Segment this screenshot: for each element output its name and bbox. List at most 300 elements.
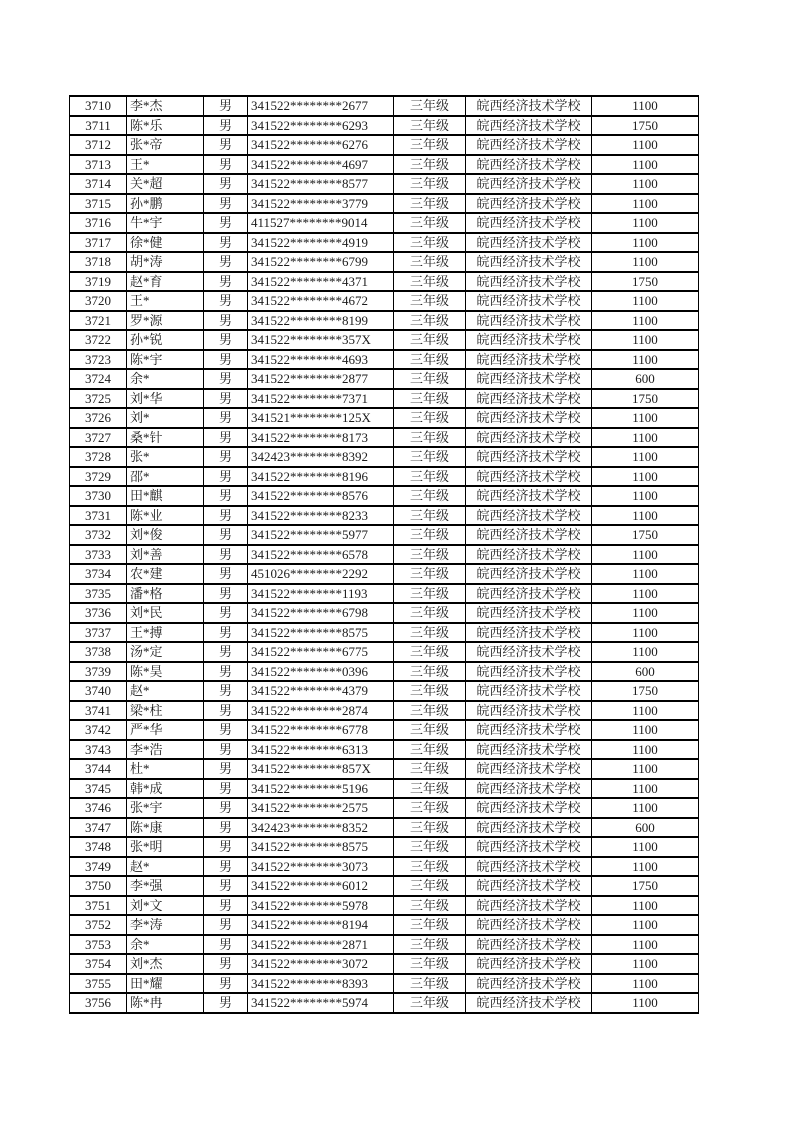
cell-number: 3712 — [70, 135, 127, 155]
cell-grade: 三年级 — [394, 135, 466, 155]
cell-amount: 1100 — [592, 623, 699, 643]
cell-number: 3747 — [70, 818, 127, 838]
cell-id-number: 342423********8392 — [248, 447, 394, 467]
cell-name: 桑*针 — [127, 428, 204, 448]
cell-grade: 三年级 — [394, 993, 466, 1013]
cell-number: 3725 — [70, 389, 127, 409]
cell-amount: 1100 — [592, 740, 699, 760]
cell-grade: 三年级 — [394, 272, 466, 292]
cell-id-number: 341522********8575 — [248, 837, 394, 857]
cell-school: 皖西经济技术学校 — [466, 759, 592, 779]
cell-gender: 男 — [204, 623, 248, 643]
cell-name: 牛*宇 — [127, 213, 204, 233]
cell-school: 皖西经济技术学校 — [466, 350, 592, 370]
table-row — [70, 603, 699, 623]
cell-school: 皖西经济技术学校 — [466, 681, 592, 701]
cell-grade: 三年级 — [394, 408, 466, 428]
cell-amount: 1100 — [592, 545, 699, 565]
cell-gender: 男 — [204, 369, 248, 389]
cell-number: 3721 — [70, 311, 127, 331]
table-row — [70, 584, 699, 604]
cell-gender: 男 — [204, 330, 248, 350]
table-row — [70, 252, 699, 272]
cell-number: 3738 — [70, 642, 127, 662]
cell-id-number: 451026********2292 — [248, 564, 394, 584]
cell-id-number: 341522********2874 — [248, 701, 394, 721]
cell-amount: 1750 — [592, 525, 699, 545]
cell-grade: 三年级 — [394, 350, 466, 370]
cell-grade: 三年级 — [394, 623, 466, 643]
table-row — [70, 876, 699, 896]
cell-id-number: 341522********4379 — [248, 681, 394, 701]
cell-amount: 1100 — [592, 584, 699, 604]
cell-name: 刘*杰 — [127, 954, 204, 974]
cell-grade: 三年级 — [394, 818, 466, 838]
cell-name: 陈*业 — [127, 506, 204, 526]
cell-amount: 1100 — [592, 291, 699, 311]
cell-school: 皖西经济技术学校 — [466, 174, 592, 194]
table-row — [70, 974, 699, 994]
cell-school: 皖西经济技术学校 — [466, 428, 592, 448]
table-row — [70, 896, 699, 916]
cell-amount: 1100 — [592, 428, 699, 448]
cell-school: 皖西经济技术学校 — [466, 96, 592, 116]
cell-amount: 1100 — [592, 896, 699, 916]
cell-grade: 三年级 — [394, 779, 466, 799]
cell-name: 刘* — [127, 408, 204, 428]
cell-number: 3722 — [70, 330, 127, 350]
cell-name: 农*建 — [127, 564, 204, 584]
table-row — [70, 681, 699, 701]
cell-gender: 男 — [204, 486, 248, 506]
cell-grade: 三年级 — [394, 174, 466, 194]
cell-grade: 三年级 — [394, 155, 466, 175]
cell-gender: 男 — [204, 350, 248, 370]
cell-amount: 1750 — [592, 389, 699, 409]
table-row — [70, 272, 699, 292]
cell-school: 皖西经济技术学校 — [466, 818, 592, 838]
table-row — [70, 993, 699, 1013]
cell-amount: 1100 — [592, 252, 699, 272]
table-row — [70, 623, 699, 643]
cell-amount: 1100 — [592, 330, 699, 350]
table-row — [70, 213, 699, 233]
cell-number: 3740 — [70, 681, 127, 701]
cell-name: 胡*涛 — [127, 252, 204, 272]
cell-amount: 1100 — [592, 603, 699, 623]
cell-name: 刘*民 — [127, 603, 204, 623]
cell-id-number: 341522********6798 — [248, 603, 394, 623]
cell-gender: 男 — [204, 857, 248, 877]
cell-gender: 男 — [204, 818, 248, 838]
cell-name: 余* — [127, 369, 204, 389]
cell-gender: 男 — [204, 155, 248, 175]
cell-amount: 1100 — [592, 642, 699, 662]
cell-id-number: 341522********8199 — [248, 311, 394, 331]
cell-gender: 男 — [204, 233, 248, 253]
cell-amount: 1100 — [592, 798, 699, 818]
cell-school: 皖西经济技术学校 — [466, 798, 592, 818]
cell-school: 皖西经济技术学校 — [466, 720, 592, 740]
cell-school: 皖西经济技术学校 — [466, 369, 592, 389]
cell-gender: 男 — [204, 993, 248, 1013]
cell-number: 3749 — [70, 857, 127, 877]
cell-id-number: 341522********6293 — [248, 116, 394, 136]
cell-id-number: 341522********6778 — [248, 720, 394, 740]
cell-gender: 男 — [204, 389, 248, 409]
cell-gender: 男 — [204, 291, 248, 311]
cell-id-number: 341522********8393 — [248, 974, 394, 994]
cell-gender: 男 — [204, 252, 248, 272]
cell-name: 陈*昊 — [127, 662, 204, 682]
cell-gender: 男 — [204, 837, 248, 857]
cell-grade: 三年级 — [394, 564, 466, 584]
cell-grade: 三年级 — [394, 291, 466, 311]
cell-grade: 三年级 — [394, 584, 466, 604]
cell-name: 邵* — [127, 467, 204, 487]
cell-name: 关*超 — [127, 174, 204, 194]
cell-name: 孙*鹏 — [127, 194, 204, 214]
cell-id-number: 341522********8173 — [248, 428, 394, 448]
cell-grade: 三年级 — [394, 506, 466, 526]
cell-grade: 三年级 — [394, 311, 466, 331]
cell-grade: 三年级 — [394, 740, 466, 760]
table-row — [70, 467, 699, 487]
cell-school: 皖西经济技术学校 — [466, 974, 592, 994]
cell-name: 赵*育 — [127, 272, 204, 292]
cell-grade: 三年级 — [394, 681, 466, 701]
cell-grade: 三年级 — [394, 96, 466, 116]
cell-amount: 1100 — [592, 486, 699, 506]
cell-id-number: 341522********6578 — [248, 545, 394, 565]
cell-grade: 三年级 — [394, 798, 466, 818]
cell-gender: 男 — [204, 311, 248, 331]
cell-number: 3735 — [70, 584, 127, 604]
cell-number: 3718 — [70, 252, 127, 272]
cell-gender: 男 — [204, 681, 248, 701]
table-row — [70, 701, 699, 721]
cell-name: 张*帝 — [127, 135, 204, 155]
table-row — [70, 759, 699, 779]
cell-id-number: 341522********5978 — [248, 896, 394, 916]
cell-number: 3750 — [70, 876, 127, 896]
cell-number: 3729 — [70, 467, 127, 487]
cell-name: 刘*华 — [127, 389, 204, 409]
cell-grade: 三年级 — [394, 486, 466, 506]
cell-gender: 男 — [204, 447, 248, 467]
cell-id-number: 341522********4672 — [248, 291, 394, 311]
cell-gender: 男 — [204, 564, 248, 584]
cell-name: 严*华 — [127, 720, 204, 740]
cell-id-number: 341522********3779 — [248, 194, 394, 214]
cell-gender: 男 — [204, 272, 248, 292]
cell-amount: 1100 — [592, 350, 699, 370]
cell-school: 皖西经济技术学校 — [466, 662, 592, 682]
cell-name: 杜* — [127, 759, 204, 779]
cell-grade: 三年级 — [394, 876, 466, 896]
cell-grade: 三年级 — [394, 467, 466, 487]
cell-gender: 男 — [204, 662, 248, 682]
cell-grade: 三年级 — [394, 915, 466, 935]
cell-name: 陈*康 — [127, 818, 204, 838]
cell-gender: 男 — [204, 408, 248, 428]
cell-id-number: 341522********8233 — [248, 506, 394, 526]
cell-amount: 1100 — [592, 174, 699, 194]
table-body — [70, 96, 699, 1013]
cell-grade: 三年级 — [394, 428, 466, 448]
cell-amount: 1100 — [592, 779, 699, 799]
cell-gender: 男 — [204, 545, 248, 565]
table-row — [70, 915, 699, 935]
cell-id-number: 341522********6799 — [248, 252, 394, 272]
table-row — [70, 350, 699, 370]
table-row — [70, 798, 699, 818]
cell-id-number: 341522********2575 — [248, 798, 394, 818]
cell-number: 3751 — [70, 896, 127, 916]
cell-gender: 男 — [204, 194, 248, 214]
cell-name: 田*麒 — [127, 486, 204, 506]
cell-grade: 三年级 — [394, 603, 466, 623]
cell-id-number: 341522********7371 — [248, 389, 394, 409]
cell-amount: 1100 — [592, 408, 699, 428]
cell-amount: 1100 — [592, 233, 699, 253]
cell-number: 3723 — [70, 350, 127, 370]
cell-gender: 男 — [204, 428, 248, 448]
cell-school: 皖西经济技术学校 — [466, 935, 592, 955]
cell-amount: 1100 — [592, 155, 699, 175]
cell-id-number: 341522********4371 — [248, 272, 394, 292]
table-row — [70, 837, 699, 857]
cell-amount: 600 — [592, 662, 699, 682]
cell-grade: 三年级 — [394, 935, 466, 955]
cell-id-number: 341522********4697 — [248, 155, 394, 175]
cell-number: 3754 — [70, 954, 127, 974]
cell-number: 3714 — [70, 174, 127, 194]
table-row — [70, 954, 699, 974]
cell-amount: 1100 — [592, 135, 699, 155]
cell-number: 3744 — [70, 759, 127, 779]
cell-name: 徐*健 — [127, 233, 204, 253]
cell-amount: 1100 — [592, 213, 699, 233]
cell-amount: 1100 — [592, 447, 699, 467]
cell-id-number: 341522********1193 — [248, 584, 394, 604]
cell-name: 李*浩 — [127, 740, 204, 760]
cell-school: 皖西经济技术学校 — [466, 467, 592, 487]
cell-amount: 1100 — [592, 506, 699, 526]
cell-school: 皖西经济技术学校 — [466, 194, 592, 214]
cell-amount: 1750 — [592, 681, 699, 701]
cell-id-number: 341522********5196 — [248, 779, 394, 799]
cell-gender: 男 — [204, 876, 248, 896]
cell-number: 3719 — [70, 272, 127, 292]
cell-id-number: 341522********2871 — [248, 935, 394, 955]
cell-name: 陈*乐 — [127, 116, 204, 136]
table-row — [70, 857, 699, 877]
cell-school: 皖西经济技术学校 — [466, 213, 592, 233]
cell-gender: 男 — [204, 974, 248, 994]
cell-number: 3715 — [70, 194, 127, 214]
table-row — [70, 96, 699, 116]
cell-number: 3710 — [70, 96, 127, 116]
cell-gender: 男 — [204, 116, 248, 136]
table-row — [70, 740, 699, 760]
table-row — [70, 486, 699, 506]
cell-number: 3752 — [70, 915, 127, 935]
cell-school: 皖西经济技术学校 — [466, 525, 592, 545]
cell-name: 王*搏 — [127, 623, 204, 643]
cell-gender: 男 — [204, 798, 248, 818]
table-row — [70, 720, 699, 740]
cell-gender: 男 — [204, 506, 248, 526]
cell-school: 皖西经济技术学校 — [466, 603, 592, 623]
cell-grade: 三年级 — [394, 330, 466, 350]
cell-gender: 男 — [204, 740, 248, 760]
cell-id-number: 341522********2677 — [248, 96, 394, 116]
cell-grade: 三年级 — [394, 447, 466, 467]
cell-school: 皖西经济技术学校 — [466, 506, 592, 526]
cell-id-number: 341522********5974 — [248, 993, 394, 1013]
cell-amount: 1100 — [592, 974, 699, 994]
cell-amount: 1750 — [592, 876, 699, 896]
cell-name: 田*耀 — [127, 974, 204, 994]
student-roster-table — [69, 95, 699, 1014]
cell-grade: 三年级 — [394, 642, 466, 662]
table-row — [70, 135, 699, 155]
cell-gender: 男 — [204, 174, 248, 194]
cell-name: 梁*柱 — [127, 701, 204, 721]
cell-id-number: 341522********4919 — [248, 233, 394, 253]
cell-gender: 男 — [204, 759, 248, 779]
cell-amount: 1100 — [592, 935, 699, 955]
cell-name: 罗*源 — [127, 311, 204, 331]
cell-number: 3756 — [70, 993, 127, 1013]
cell-grade: 三年级 — [394, 837, 466, 857]
cell-gender: 男 — [204, 213, 248, 233]
cell-name: 刘*俊 — [127, 525, 204, 545]
cell-gender: 男 — [204, 896, 248, 916]
cell-gender: 男 — [204, 525, 248, 545]
cell-school: 皖西经济技术学校 — [466, 993, 592, 1013]
cell-school: 皖西经济技术学校 — [466, 389, 592, 409]
cell-id-number: 341522********0396 — [248, 662, 394, 682]
cell-amount: 1100 — [592, 194, 699, 214]
cell-number: 3728 — [70, 447, 127, 467]
table-row — [70, 116, 699, 136]
table-row — [70, 369, 699, 389]
cell-number: 3737 — [70, 623, 127, 643]
cell-gender: 男 — [204, 96, 248, 116]
table-row — [70, 447, 699, 467]
cell-school: 皖西经济技术学校 — [466, 408, 592, 428]
cell-amount: 1100 — [592, 837, 699, 857]
table-row — [70, 330, 699, 350]
cell-school: 皖西经济技术学校 — [466, 701, 592, 721]
cell-gender: 男 — [204, 584, 248, 604]
cell-school: 皖西经济技术学校 — [466, 584, 592, 604]
cell-school: 皖西经济技术学校 — [466, 857, 592, 877]
cell-amount: 1100 — [592, 915, 699, 935]
cell-name: 张* — [127, 447, 204, 467]
cell-school: 皖西经济技术学校 — [466, 135, 592, 155]
cell-id-number: 341522********2877 — [248, 369, 394, 389]
cell-amount: 1100 — [592, 467, 699, 487]
cell-grade: 三年级 — [394, 369, 466, 389]
cell-id-number: 341522********3073 — [248, 857, 394, 877]
cell-id-number: 341522********6313 — [248, 740, 394, 760]
cell-name: 张*明 — [127, 837, 204, 857]
cell-school: 皖西经济技术学校 — [466, 252, 592, 272]
table-row — [70, 564, 699, 584]
cell-gender: 男 — [204, 467, 248, 487]
table-row — [70, 311, 699, 331]
cell-grade: 三年级 — [394, 701, 466, 721]
cell-gender: 男 — [204, 954, 248, 974]
cell-gender: 男 — [204, 720, 248, 740]
cell-amount: 1100 — [592, 720, 699, 740]
cell-school: 皖西经济技术学校 — [466, 915, 592, 935]
cell-number: 3748 — [70, 837, 127, 857]
cell-number: 3716 — [70, 213, 127, 233]
cell-amount: 1100 — [592, 311, 699, 331]
cell-name: 王* — [127, 155, 204, 175]
cell-number: 3739 — [70, 662, 127, 682]
cell-school: 皖西经济技术学校 — [466, 447, 592, 467]
cell-amount: 1100 — [592, 701, 699, 721]
cell-school: 皖西经济技术学校 — [466, 272, 592, 292]
cell-name: 陈*宇 — [127, 350, 204, 370]
cell-grade: 三年级 — [394, 525, 466, 545]
cell-name: 李*杰 — [127, 96, 204, 116]
cell-number: 3731 — [70, 506, 127, 526]
cell-gender: 男 — [204, 642, 248, 662]
cell-name: 张*宇 — [127, 798, 204, 818]
table-row — [70, 935, 699, 955]
cell-id-number: 341522********8575 — [248, 623, 394, 643]
cell-school: 皖西经济技术学校 — [466, 837, 592, 857]
cell-amount: 1750 — [592, 116, 699, 136]
cell-school: 皖西经济技术学校 — [466, 116, 592, 136]
cell-school: 皖西经济技术学校 — [466, 954, 592, 974]
cell-id-number: 341522********6276 — [248, 135, 394, 155]
cell-grade: 三年级 — [394, 116, 466, 136]
cell-number: 3727 — [70, 428, 127, 448]
cell-id-number: 411527********9014 — [248, 213, 394, 233]
table-row — [70, 174, 699, 194]
cell-name: 李*强 — [127, 876, 204, 896]
table-row — [70, 545, 699, 565]
cell-school: 皖西经济技术学校 — [466, 155, 592, 175]
cell-amount: 600 — [592, 818, 699, 838]
cell-id-number: 341522********8576 — [248, 486, 394, 506]
table-row — [70, 291, 699, 311]
cell-id-number: 341522********8196 — [248, 467, 394, 487]
cell-grade: 三年级 — [394, 954, 466, 974]
table-row — [70, 525, 699, 545]
cell-grade: 三年级 — [394, 857, 466, 877]
cell-name: 韩*成 — [127, 779, 204, 799]
cell-grade: 三年级 — [394, 974, 466, 994]
cell-amount: 1100 — [592, 954, 699, 974]
cell-gender: 男 — [204, 779, 248, 799]
cell-number: 3753 — [70, 935, 127, 955]
cell-number: 3743 — [70, 740, 127, 760]
table-row — [70, 662, 699, 682]
cell-id-number: 341522********8577 — [248, 174, 394, 194]
cell-number: 3755 — [70, 974, 127, 994]
cell-name: 孙*锐 — [127, 330, 204, 350]
cell-school: 皖西经济技术学校 — [466, 623, 592, 643]
cell-name: 余* — [127, 935, 204, 955]
